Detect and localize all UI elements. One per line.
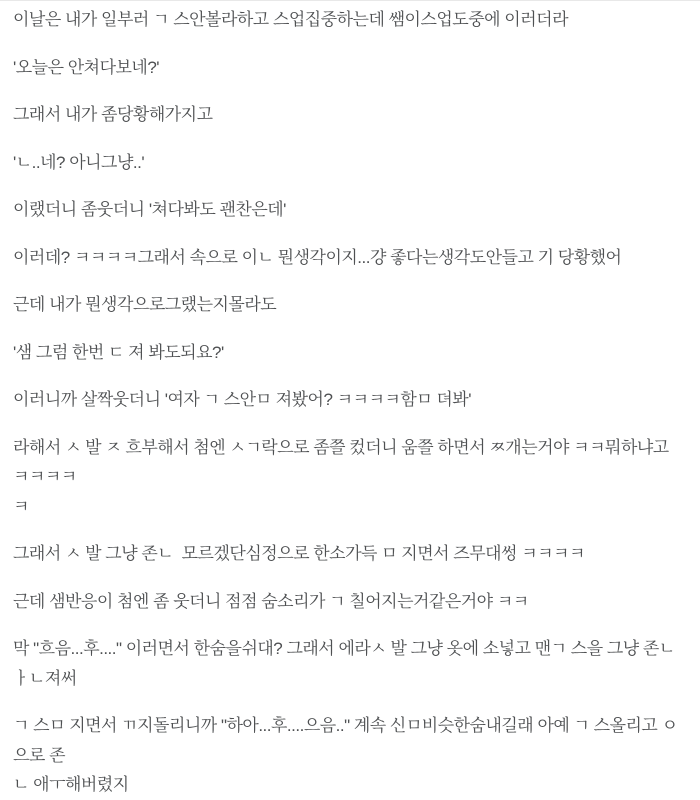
post-line: 막 "흐음...후...." 이러면서 한숨을쉬대? 그래서 에라ㅅ 발 그냥 옷에 소넣고 맨ㄱ 스을 그냥 존ㄴ ㅏㄴ져써 bbox=[13, 639, 684, 688]
post-paragraph bbox=[13, 338, 688, 368]
post-line: ㄱ 스ㅁ 지면서 ㄲ지돌리니까 "하아...후....으음.." 계속 신ㅁ비슷한숨내길래 아예 ㄱ 스올리고 ㅇ 으로 존 bbox=[13, 716, 682, 765]
post-line: '오늘은 안쳐다보네?' bbox=[13, 57, 160, 77]
post-paragraph bbox=[13, 148, 688, 178]
post-paragraph bbox=[13, 433, 688, 522]
post-paragraph bbox=[13, 385, 688, 415]
post-paragraph bbox=[13, 195, 688, 225]
post-content bbox=[0, 1, 700, 800]
post-paragraph bbox=[13, 711, 688, 800]
post-line: 이랬더니 좀웃더니 '쳐다봐도 괜찬은데' bbox=[13, 200, 286, 219]
post-line: 이러데? ㅋㅋㅋㅋ그래서 속으로 이ㄴ 뭔생각이지...걍 좋다는생각도안들고 기 당황했어 bbox=[13, 247, 622, 267]
post-line: 이날은 내가 일부러 ㄱ 스안볼라하고 스업집중하는데 쌤이스업도중에 이러더라 bbox=[13, 10, 568, 29]
post-paragraph bbox=[13, 243, 688, 273]
post-paragraph bbox=[13, 100, 688, 130]
post-paragraph bbox=[13, 587, 688, 617]
post-paragraph bbox=[13, 539, 688, 569]
post-line: 'ㄴ..네? 아니그냥..' bbox=[13, 152, 145, 172]
post-line: ㄴ 애ㅜ해버렸지 bbox=[13, 775, 129, 794]
post-paragraph bbox=[13, 290, 688, 320]
post-line: 그래서 ㅅ 발 그냥 존ㄴ 모르겠단심정으로 한소가득 ㅁ 지면서 즈무대썽 ㅋㅋㅋㅋ bbox=[13, 544, 585, 563]
post-line: 라해서 ㅅ 발 ㅈ 흐부해서 첨엔 ㅅㄱ락으로 좀쯜 컸더니 움쯜 하면서 ㅉ개는거야 ㅋㅋ뭐하냐고 ㅋㅋㅋㅋ bbox=[13, 437, 673, 486]
post-paragraph bbox=[13, 53, 688, 83]
post-line: 이러니까 살짝웃더니 '여자 ㄱ 스안ㅁ 져봤어? ㅋㅋㅋㅋ함ㅁ 뎌봐' bbox=[13, 390, 471, 409]
post-line: ㅋ bbox=[13, 496, 29, 516]
post-line: 근데 내가 뭔생각으로그랬는지몰라도 bbox=[13, 295, 277, 314]
post-line: 근데 샘반응이 첨엔 좀 웃더니 점점 숨소리가 ㄱ 칠어지는거같은거야 ㅋㅋ bbox=[13, 591, 529, 611]
post-paragraph bbox=[13, 634, 688, 693]
post-line: 그래서 내가 좀당황해가지고 bbox=[13, 105, 213, 124]
post-paragraph bbox=[13, 5, 688, 35]
post-line: '샘 그럼 한번 ㄷ 져 봐도되요?' bbox=[13, 342, 224, 362]
